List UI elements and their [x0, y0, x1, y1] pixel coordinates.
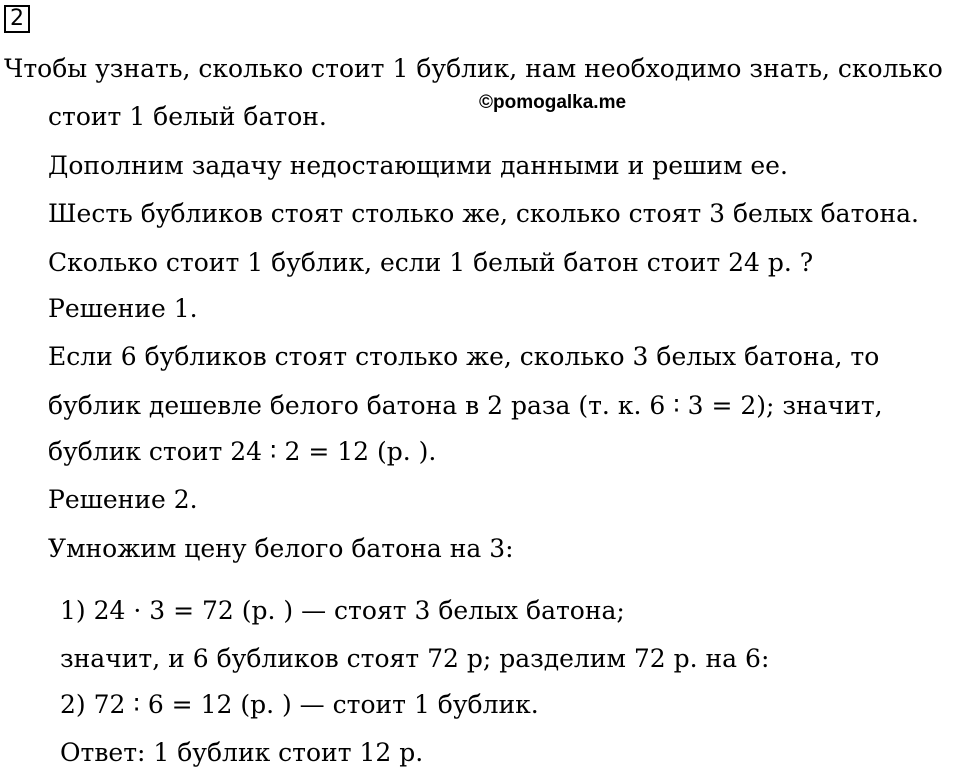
- solution-heading: Решение 2.: [48, 485, 198, 514]
- solution-step: 2) 72 ∶ 6 = 12 (р. ) — стоит 1 бублик.: [60, 690, 539, 719]
- watermark: ©pomogalka.me: [479, 92, 627, 113]
- text-line: значит, и 6 бубликов стоят 72 р; разделим 72 р. на 6:: [60, 644, 770, 673]
- text-line: бублик стоит 24 ∶ 2 = 12 (р. ).: [48, 437, 437, 466]
- answer-line: Ответ: 1 бублик стоит 12 р.: [60, 738, 424, 767]
- solution-heading: Решение 1.: [48, 294, 198, 323]
- text-line: Сколько стоит 1 бублик, если 1 белый батон стоит 24 р. ?: [48, 248, 814, 277]
- solution-step: 1) 24 · 3 = 72 (р. ) — стоят 3 белых батона;: [60, 596, 625, 625]
- text-line: Если 6 бубликов стоят столько же, сколько 3 белых батона, то: [48, 342, 880, 371]
- text-line: Дополним задачу недостающими данными и решим ее.: [48, 151, 788, 180]
- text-line: Шесть бубликов стоят столько же, сколько стоят 3 белых батона.: [48, 199, 919, 228]
- text-line: бублик дешевле белого батона в 2 раза (т. к. 6 ∶ 3 = 2); значит,: [48, 391, 883, 420]
- task-number-badge: 2: [4, 5, 30, 33]
- text-line: стоит 1 белый батон.: [48, 102, 327, 131]
- text-line: Умножим цену белого батона на 3:: [48, 534, 514, 563]
- text-line: Чтобы узнать, сколько стоит 1 бублик, нам необходимо знать, сколько: [4, 54, 943, 83]
